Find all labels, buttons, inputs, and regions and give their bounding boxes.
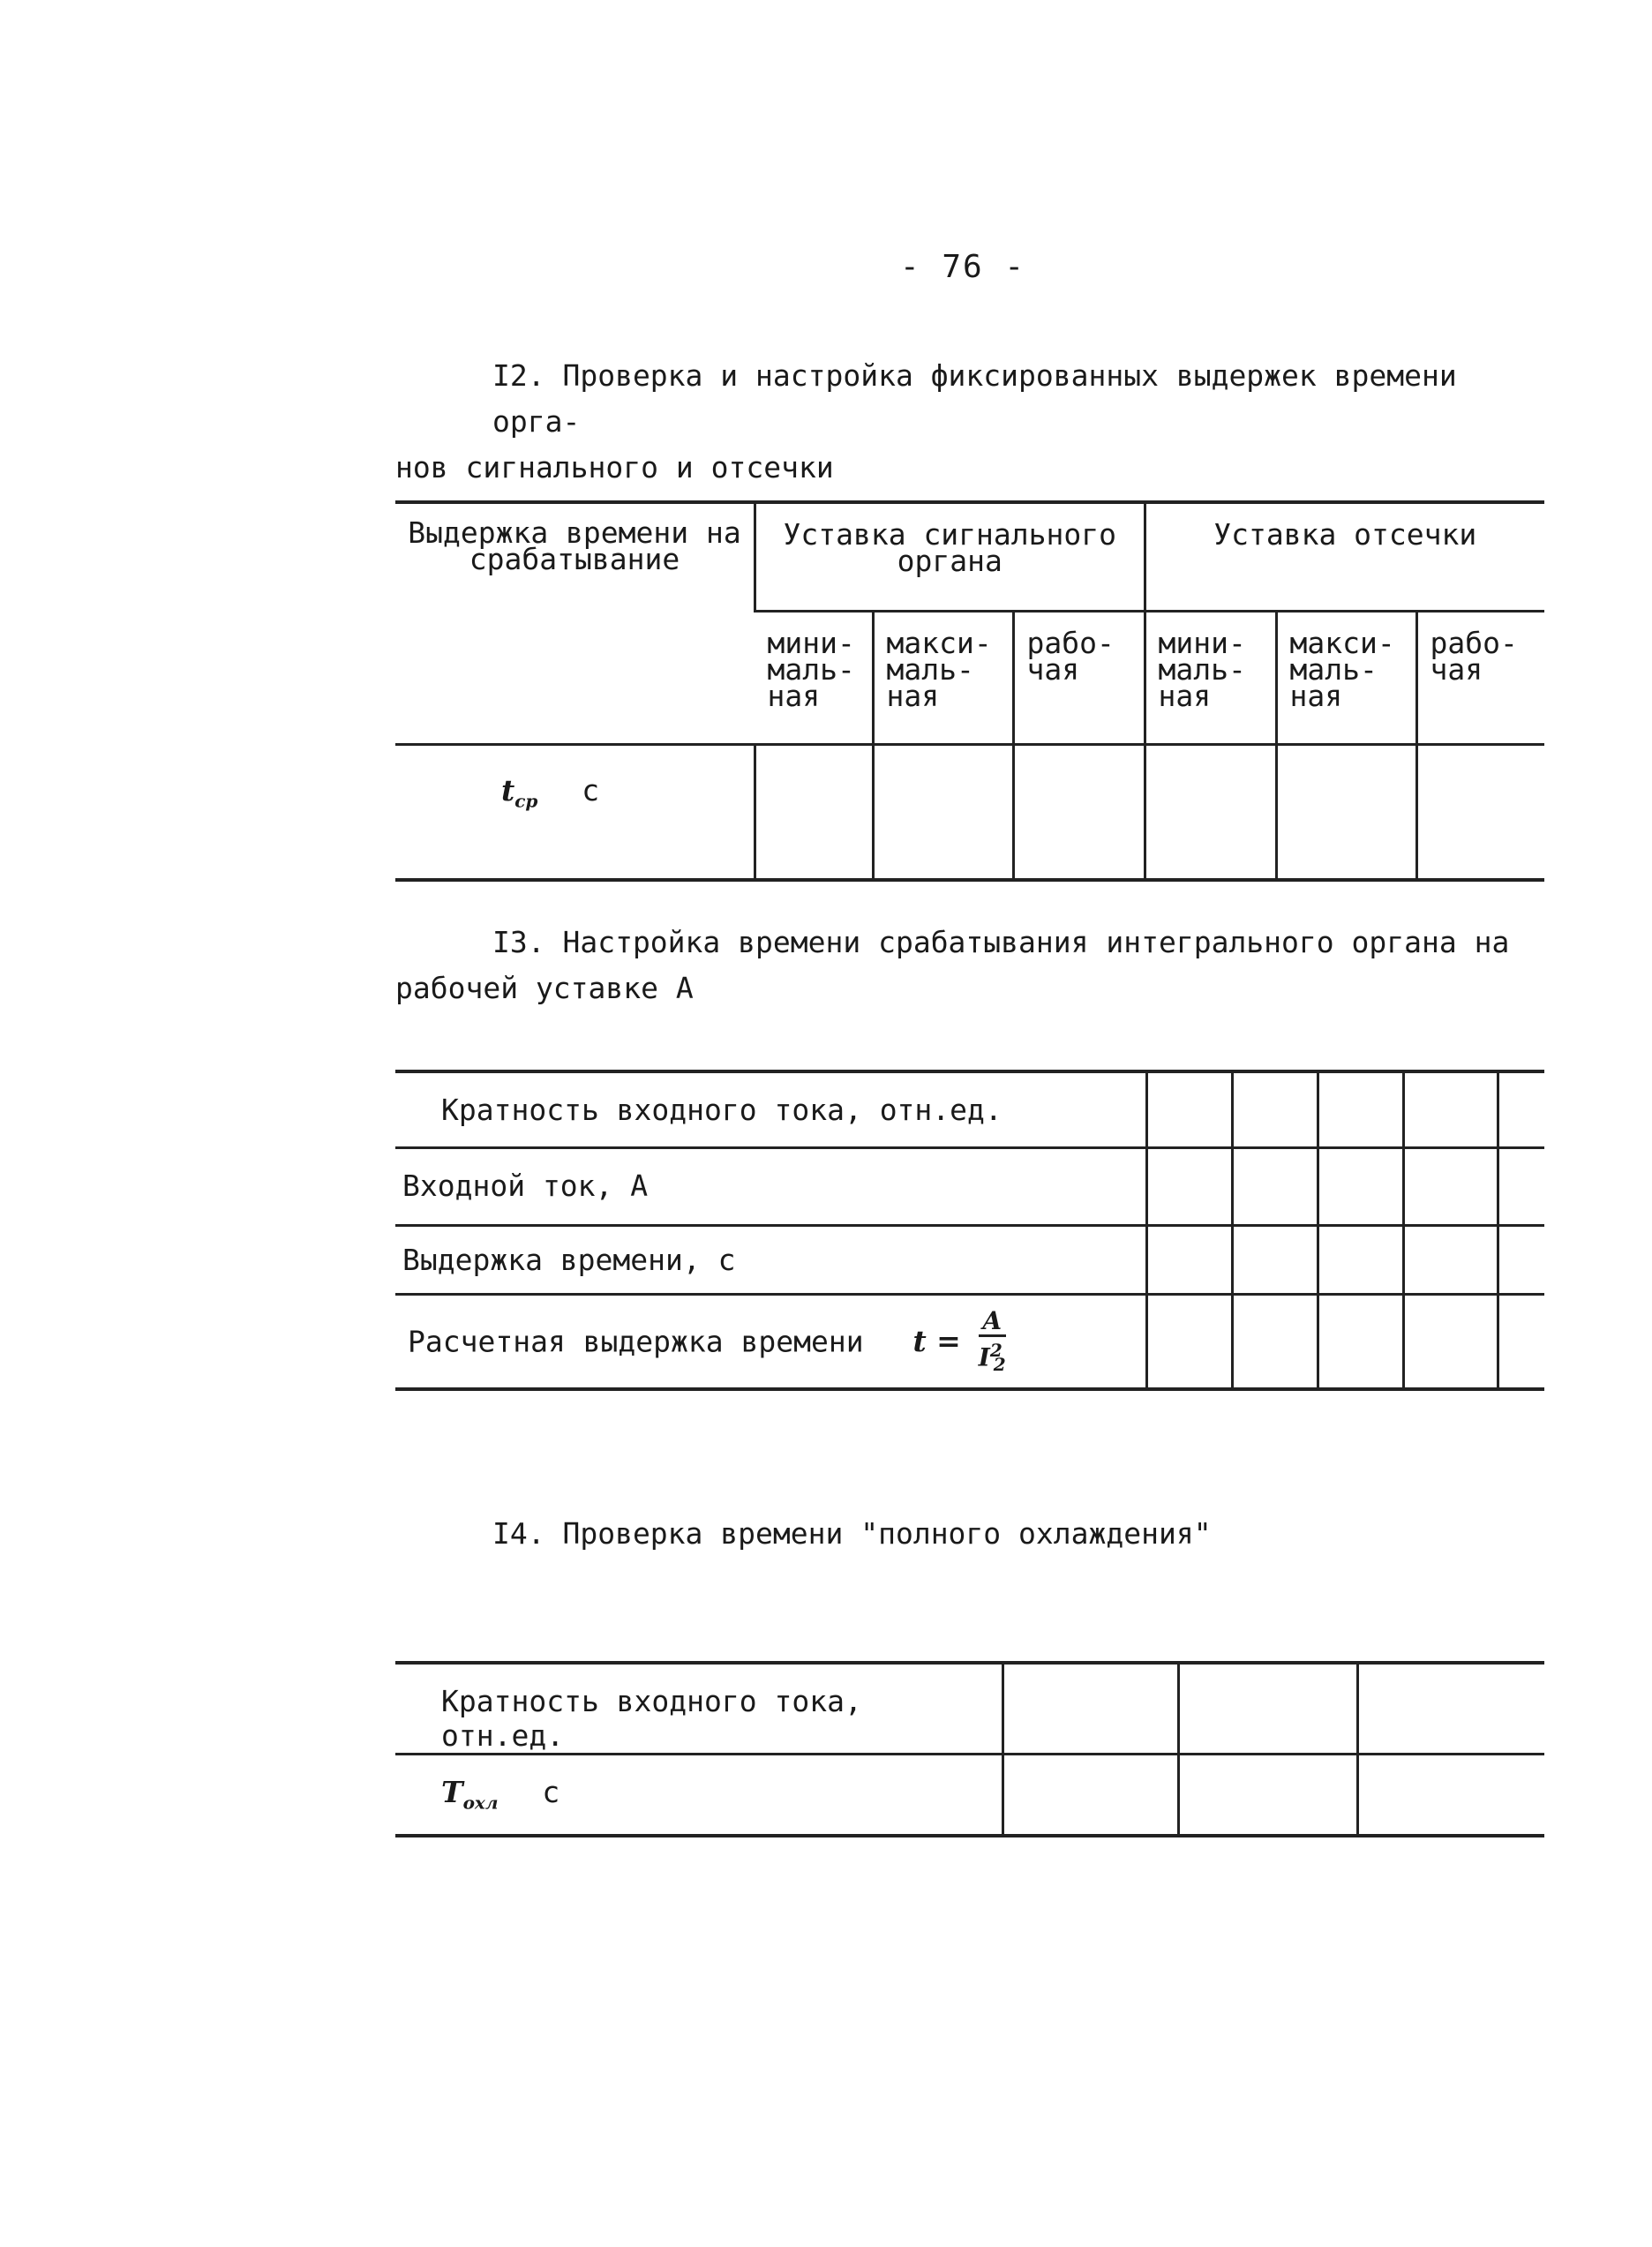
- section-14-heading-line1: I4. Проверка времени "полного охлаждения": [492, 1516, 1212, 1551]
- cell-blank: [1404, 1071, 1498, 1147]
- row-cooling-time: [395, 1755, 1002, 1836]
- section-12-heading: [395, 353, 1543, 491]
- cell-blank: [1416, 745, 1544, 881]
- col-group-signal: Уставка сигнального органа: [755, 502, 1145, 612]
- section-13-heading-line1: I3. Настройка времени срабатывания интегрального органа на: [492, 925, 1510, 959]
- cell-blank: [1404, 1225, 1498, 1294]
- cell-blank: [1145, 745, 1276, 881]
- cell-blank: [1147, 1294, 1233, 1389]
- row-calculated-delay-label: Расчетная выдержка времени: [408, 1323, 864, 1358]
- section-12-heading-line1: I2. Проверка и настройка фиксированных выдержек времени орга-: [492, 358, 1457, 439]
- cell-blank: [1498, 1071, 1545, 1147]
- formula-numerator: A: [979, 1308, 1006, 1337]
- page-number: - 76 -: [900, 249, 1026, 285]
- t-cooling-unit: с: [542, 1775, 560, 1809]
- section-13-heading: [395, 920, 1543, 1011]
- cell-blank: [1178, 1755, 1357, 1836]
- tcp-symbol: $t_{ср}$: [501, 773, 538, 812]
- cell-blank: [1318, 1071, 1404, 1147]
- cell-blank: [1233, 1294, 1318, 1389]
- cell-blank: [1318, 1147, 1404, 1225]
- row-current-ratio: Кратность входного тока, отн.ед.: [441, 1093, 1002, 1127]
- section-12-heading-line2: нов сигнального и отсечки: [395, 450, 834, 485]
- cell-blank: [1404, 1294, 1498, 1389]
- cell-blank: [1147, 1147, 1233, 1225]
- cell-blank: [1233, 1147, 1318, 1225]
- section-13-heading-line2: рабочей уставке А: [395, 971, 694, 1005]
- col-delay-header: Выдержка времени на срабатывание: [408, 515, 741, 576]
- cell-blank: [1357, 1663, 1544, 1755]
- table-fixed-delays: [395, 500, 1544, 882]
- cell-blank: [1013, 745, 1145, 881]
- col-group-cutoff: Уставка отсечки: [1145, 502, 1544, 612]
- cell-blank: [1002, 1663, 1178, 1755]
- sub-signal-work: рабо- чая: [1013, 612, 1145, 745]
- sub-cutoff-work: рабо- чая: [1416, 612, 1544, 745]
- cell-blank: [1147, 1225, 1233, 1294]
- formula-fraction: [978, 1305, 1006, 1379]
- table-integral-organ: [395, 1070, 1544, 1391]
- table-cooling-time: [395, 1661, 1544, 1837]
- cell-blank: [1002, 1755, 1178, 1836]
- cell-blank: [873, 745, 1013, 881]
- row-current-ratio: Кратность входного тока, отн.ед.: [441, 1684, 862, 1753]
- row-calculated-delay: [395, 1294, 1147, 1389]
- cell-blank: [1276, 745, 1416, 881]
- sub-signal-max: макси- маль- ная: [873, 612, 1013, 745]
- t-cooling-symbol: $T_{охл}$: [441, 1775, 499, 1814]
- cell-blank: [1404, 1147, 1498, 1225]
- cell-blank: [1233, 1225, 1318, 1294]
- sub-signal-min: мини- маль- ная: [755, 612, 874, 745]
- cell-blank: [1498, 1294, 1545, 1389]
- cell-blank: [755, 745, 874, 881]
- row-tcp-label: [395, 745, 755, 881]
- cell-blank: [1357, 1755, 1544, 1836]
- cell-blank: [1147, 1071, 1233, 1147]
- cell-blank: [1233, 1071, 1318, 1147]
- cell-blank: [1318, 1294, 1404, 1389]
- sub-cutoff-max: макси- маль- ная: [1276, 612, 1416, 745]
- cell-blank: [1318, 1225, 1404, 1294]
- formula-lhs: t =: [912, 1323, 961, 1358]
- sub-cutoff-min: мини- маль- ная: [1145, 612, 1276, 745]
- row-time-delay: Выдержка времени, с: [395, 1225, 1147, 1294]
- cell-blank: [1498, 1147, 1545, 1225]
- tcp-unit: с: [582, 773, 600, 808]
- section-14-heading: [395, 1511, 1543, 1557]
- row-input-current: Входной ток, А: [395, 1147, 1147, 1225]
- formula-denominator: $I^2_2$: [978, 1339, 1006, 1376]
- cell-blank: [1178, 1663, 1357, 1755]
- cell-blank: [1498, 1225, 1545, 1294]
